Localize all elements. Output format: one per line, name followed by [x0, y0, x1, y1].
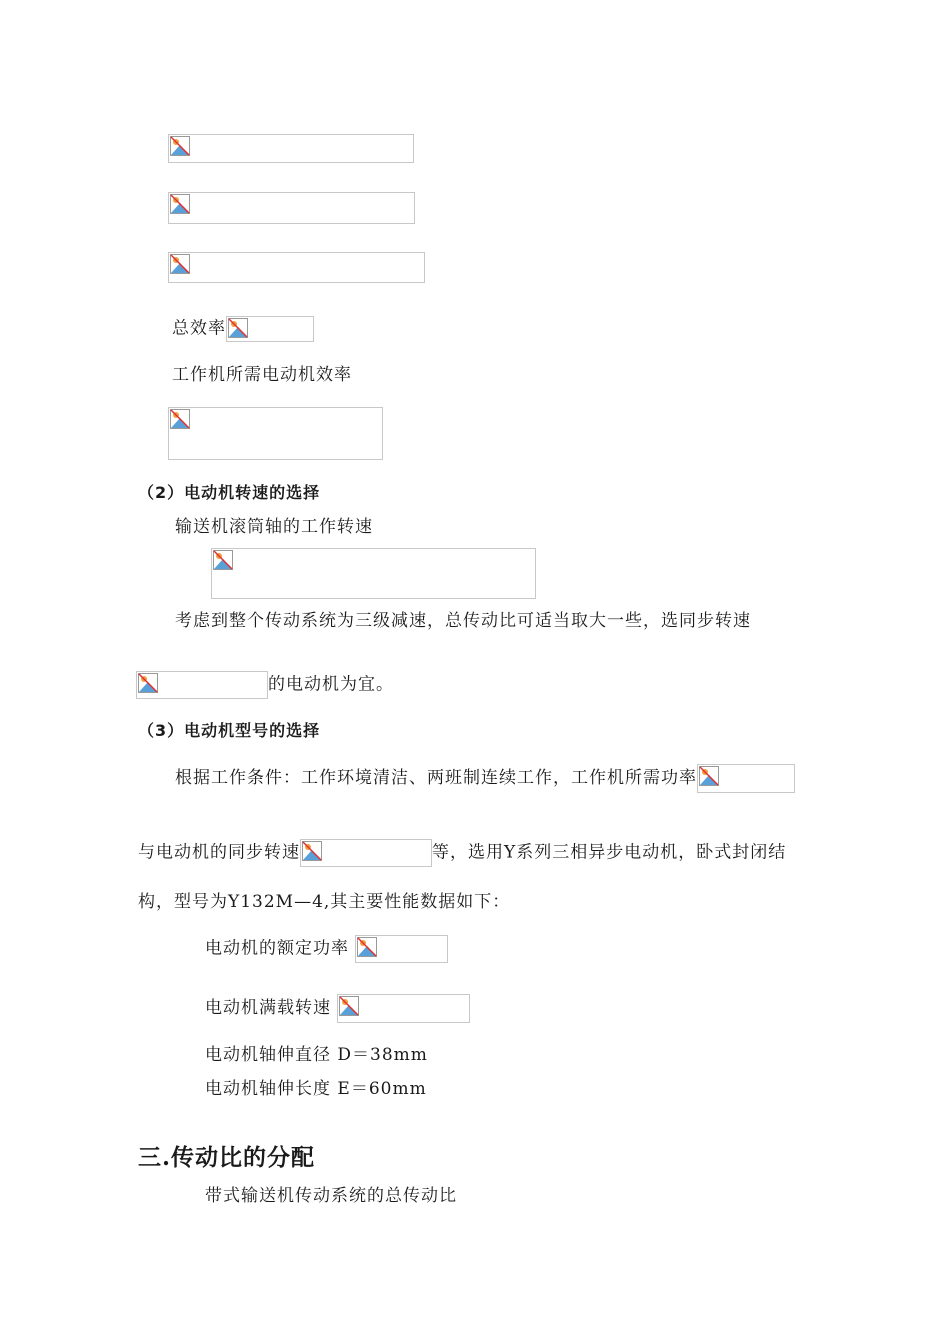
basis-text: 根据工作条件：工作环境清洁、两班制连续工作，工作机所需功率 — [175, 768, 697, 788]
full-load-speed-line — [205, 994, 470, 1023]
total-ratio-text: 带式输送机传动系统的总传动比 — [205, 1186, 457, 1206]
formula-image-5 — [168, 407, 383, 460]
broken-image-icon — [170, 409, 190, 429]
motor-suitable-line — [136, 671, 394, 699]
total-efficiency-label: 总效率 — [172, 318, 226, 339]
sync-speed-line — [138, 839, 786, 867]
rated-power-label: 电动机的额定功率 — [205, 938, 349, 959]
formula-image-11 — [337, 994, 470, 1023]
motor-suitable-text: 的电动机为宜。 — [268, 674, 394, 695]
broken-image-icon — [228, 318, 248, 338]
formula-image-8 — [697, 764, 795, 793]
broken-image-icon — [170, 254, 190, 274]
section-three-heading: 三.传动比的分配 — [138, 1144, 316, 1171]
shaft-length-text: 电动机轴伸长度 E＝60mm — [205, 1079, 427, 1099]
consider-text: 考虑到整个传动系统为三级减速，总传动比可适当取大一些，选同步转速 — [175, 611, 751, 631]
sync-speed-text-a: 与电动机的同步转速 — [138, 842, 300, 863]
full-load-speed-label: 电动机满载转速 — [205, 998, 331, 1018]
roller-speed-text: 输送机滚筒轴的工作转速 — [175, 517, 373, 537]
formula-image-10 — [355, 935, 448, 963]
sync-speed-text-b: 等，选用Y系列三相异步电动机，卧式封闭结 — [432, 842, 787, 863]
basis-line — [175, 764, 795, 793]
broken-image-icon — [170, 194, 190, 214]
section-2-heading: （2）电动机转速的选择 — [138, 483, 321, 502]
required-power-text: 工作机所需电动机效率 — [172, 365, 352, 385]
formula-image-2 — [168, 192, 415, 224]
model-line: 构，型号为Y132M—4,其主要性能数据如下： — [138, 892, 511, 912]
broken-image-icon — [170, 136, 190, 156]
shaft-diameter-text: 电动机轴伸直径 D＝38mm — [205, 1045, 428, 1065]
broken-image-icon — [357, 937, 377, 957]
broken-image-icon — [302, 841, 322, 861]
broken-image-icon — [213, 550, 233, 570]
broken-image-icon — [339, 996, 359, 1016]
broken-image-icon — [138, 673, 158, 693]
broken-image-icon — [699, 766, 719, 786]
section-3-heading: （3）电动机型号的选择 — [138, 721, 321, 740]
formula-image-3 — [168, 252, 425, 283]
total-efficiency-line — [172, 316, 314, 342]
formula-image-4 — [226, 316, 314, 342]
rated-power-line — [205, 935, 448, 963]
formula-image-1 — [168, 134, 414, 163]
formula-image-7 — [136, 671, 268, 699]
formula-image-9 — [300, 839, 432, 867]
formula-image-6 — [211, 548, 536, 599]
